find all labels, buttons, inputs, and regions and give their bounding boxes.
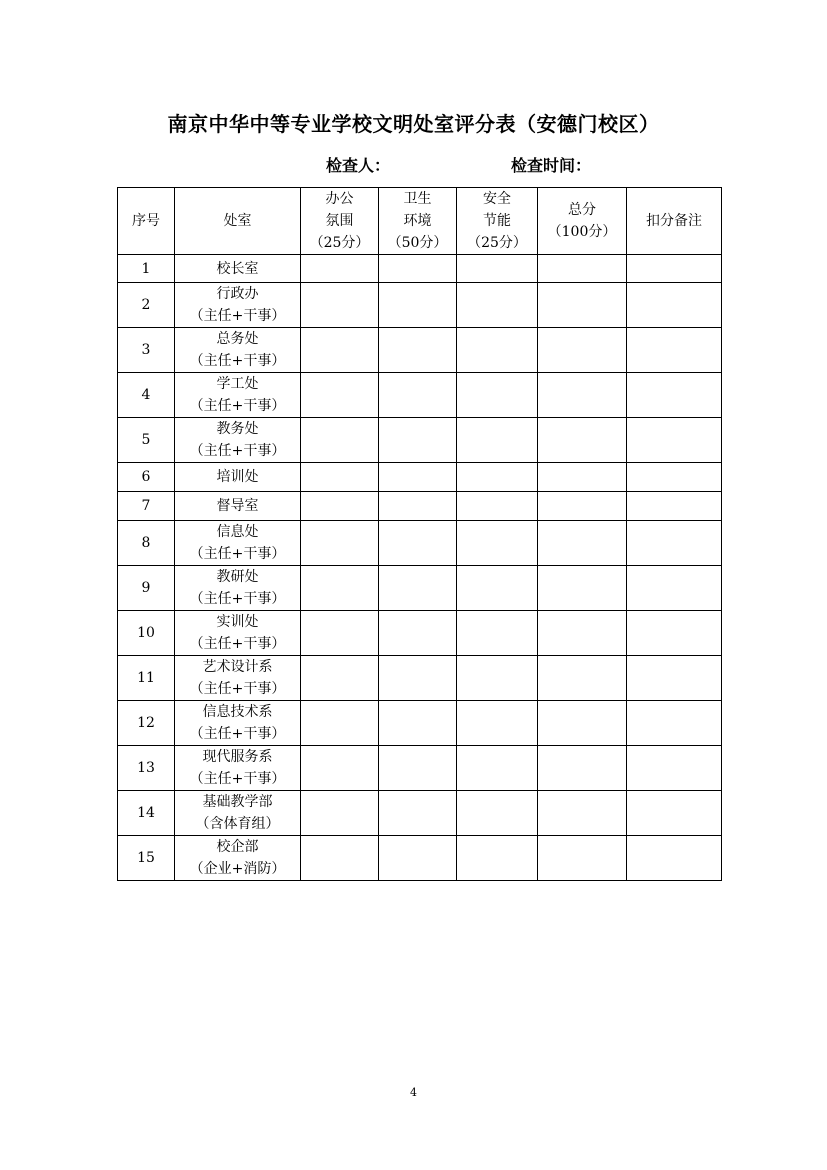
remarks-cell[interactable] (627, 418, 722, 463)
table-row (118, 283, 722, 328)
header-atmosphere: 办公 氛围 （25分） (301, 188, 379, 255)
row-office (175, 611, 301, 656)
safety-score-cell[interactable] (457, 521, 538, 566)
atmosphere-score-cell[interactable] (301, 701, 379, 746)
row-office (175, 656, 301, 701)
row-index: 9 (118, 566, 175, 611)
office-name: 艺术设计系 (202, 659, 273, 675)
hygiene-score-cell[interactable] (379, 836, 457, 881)
inspection-time-label: 检查时间： (511, 156, 592, 175)
atmosphere-score-cell[interactable] (301, 283, 379, 328)
office-name: 行政办 (216, 286, 259, 302)
table-row (118, 611, 722, 656)
office-note: （含体育组） (195, 816, 280, 832)
header-total: 总分 （100分） (538, 188, 627, 255)
total-score-cell[interactable] (538, 463, 627, 492)
remarks-cell[interactable] (627, 463, 722, 492)
safety-score-cell[interactable] (457, 418, 538, 463)
table-row (118, 418, 722, 463)
row-office (175, 566, 301, 611)
total-score-cell[interactable] (538, 746, 627, 791)
office-name: 培训处 (216, 469, 259, 485)
remarks-cell[interactable] (627, 746, 722, 791)
table-row (118, 328, 722, 373)
row-index: 15 (118, 836, 175, 881)
hygiene-score-cell[interactable] (379, 463, 457, 492)
document-title: 南京中华中等专业学校文明处室评分表（安德门校区） (167, 112, 660, 136)
row-index: 1 (118, 255, 175, 283)
total-score-cell[interactable] (538, 566, 627, 611)
row-office (175, 463, 301, 492)
table-row (118, 791, 722, 836)
hygiene-score-cell[interactable] (379, 521, 457, 566)
safety-score-cell[interactable] (457, 373, 538, 418)
atmosphere-score-cell[interactable] (301, 656, 379, 701)
office-note: （主任+干事） (189, 443, 286, 459)
row-office (175, 283, 301, 328)
office-note: （企业+消防） (189, 861, 286, 877)
safety-score-cell[interactable] (457, 283, 538, 328)
score-table (117, 187, 722, 881)
safety-score-cell[interactable] (457, 746, 538, 791)
atmosphere-score-cell[interactable] (301, 791, 379, 836)
row-office (175, 701, 301, 746)
total-score-cell[interactable] (538, 701, 627, 746)
office-name: 现代服务系 (202, 749, 273, 765)
hygiene-score-cell[interactable] (379, 656, 457, 701)
office-name: 校长室 (216, 260, 259, 277)
table-row (118, 373, 722, 418)
header-row (118, 188, 722, 255)
row-office (175, 492, 301, 521)
table-row (118, 463, 722, 492)
safety-score-cell[interactable] (457, 492, 538, 521)
table-row (118, 492, 722, 521)
total-score-cell[interactable] (538, 791, 627, 836)
office-note: （主任+干事） (189, 308, 286, 324)
hygiene-score-cell[interactable] (379, 566, 457, 611)
atmosphere-score-cell[interactable] (301, 746, 379, 791)
safety-score-cell[interactable] (457, 566, 538, 611)
office-name: 基础教学部 (202, 794, 273, 810)
office-note: （主任+干事） (189, 726, 286, 742)
header-office: 处室 (175, 188, 301, 255)
hygiene-score-cell[interactable] (379, 418, 457, 463)
hygiene-score-cell[interactable] (379, 328, 457, 373)
atmosphere-score-cell[interactable] (301, 373, 379, 418)
row-index: 3 (118, 328, 175, 373)
hygiene-score-cell[interactable] (379, 746, 457, 791)
row-office (175, 328, 301, 373)
header-hygiene: 卫生 环境 （50分） (379, 188, 457, 255)
hygiene-score-cell[interactable] (379, 611, 457, 656)
hygiene-score-cell[interactable] (379, 283, 457, 328)
atmosphere-score-cell[interactable] (301, 255, 379, 283)
row-index: 10 (118, 611, 175, 656)
total-score-cell[interactable] (538, 836, 627, 881)
atmosphere-score-cell[interactable] (301, 463, 379, 492)
total-score-cell[interactable] (538, 373, 627, 418)
row-index: 4 (118, 373, 175, 418)
atmosphere-score-cell[interactable] (301, 328, 379, 373)
remarks-cell[interactable] (627, 328, 722, 373)
header-remarks: 扣分备注 (627, 188, 722, 255)
remarks-cell[interactable] (627, 656, 722, 701)
row-index: 6 (118, 463, 175, 492)
table-row (118, 701, 722, 746)
safety-score-cell[interactable] (457, 611, 538, 656)
row-index: 14 (118, 791, 175, 836)
hygiene-score-cell[interactable] (379, 791, 457, 836)
remarks-cell[interactable] (627, 701, 722, 746)
table-row (118, 656, 722, 701)
total-score-cell[interactable] (538, 521, 627, 566)
remarks-cell[interactable] (627, 521, 722, 566)
inspector-label: 检查人： (326, 156, 391, 175)
remarks-cell[interactable] (627, 283, 722, 328)
safety-score-cell[interactable] (457, 656, 538, 701)
atmosphere-score-cell[interactable] (301, 611, 379, 656)
table-row (118, 836, 722, 881)
office-note: （主任+干事） (189, 591, 286, 607)
header-index: 序号 (118, 188, 175, 255)
remarks-cell[interactable] (627, 492, 722, 521)
row-office (175, 791, 301, 836)
total-score-cell[interactable] (538, 283, 627, 328)
remarks-cell[interactable] (627, 791, 722, 836)
row-office (175, 746, 301, 791)
atmosphere-score-cell[interactable] (301, 566, 379, 611)
row-index: 11 (118, 656, 175, 701)
row-office (175, 255, 301, 283)
atmosphere-score-cell[interactable] (301, 521, 379, 566)
row-index: 13 (118, 746, 175, 791)
office-name: 教务处 (216, 421, 259, 437)
page-number: 4 (410, 1086, 417, 1099)
hygiene-score-cell[interactable] (379, 701, 457, 746)
office-name: 校企部 (216, 839, 259, 855)
atmosphere-score-cell[interactable] (301, 418, 379, 463)
safety-score-cell[interactable] (457, 836, 538, 881)
safety-score-cell[interactable] (457, 791, 538, 836)
total-score-cell[interactable] (538, 255, 627, 283)
row-index: 12 (118, 701, 175, 746)
office-name: 信息技术系 (202, 704, 273, 720)
total-score-cell[interactable] (538, 492, 627, 521)
office-name: 督导室 (216, 498, 259, 514)
remarks-cell[interactable] (627, 373, 722, 418)
hygiene-score-cell[interactable] (379, 255, 457, 283)
office-name: 教研处 (216, 569, 259, 585)
table-row (118, 521, 722, 566)
remarks-cell[interactable] (627, 611, 722, 656)
row-index: 8 (118, 521, 175, 566)
safety-score-cell[interactable] (457, 701, 538, 746)
office-note: （主任+干事） (189, 771, 286, 787)
office-name: 学工处 (216, 376, 259, 392)
safety-score-cell[interactable] (457, 463, 538, 492)
row-office (175, 521, 301, 566)
office-note: （主任+干事） (189, 681, 286, 697)
row-office (175, 373, 301, 418)
row-index: 2 (118, 283, 175, 328)
row-office (175, 836, 301, 881)
total-score-cell[interactable] (538, 611, 627, 656)
office-note: （主任+干事） (189, 353, 286, 369)
remarks-cell[interactable] (627, 566, 722, 611)
office-name: 实训处 (216, 614, 259, 630)
row-index: 7 (118, 492, 175, 521)
office-note: （主任+干事） (189, 546, 286, 562)
remarks-cell[interactable] (627, 836, 722, 881)
total-score-cell[interactable] (538, 656, 627, 701)
table-row (118, 746, 722, 791)
office-name: 信息处 (216, 524, 259, 540)
header-safety: 安全 节能 （25分） (457, 188, 538, 255)
atmosphere-score-cell[interactable] (301, 836, 379, 881)
office-name: 总务处 (216, 331, 259, 347)
atmosphere-score-cell[interactable] (301, 492, 379, 521)
row-index: 5 (118, 418, 175, 463)
total-score-cell[interactable] (538, 418, 627, 463)
hygiene-score-cell[interactable] (379, 373, 457, 418)
remarks-cell[interactable] (627, 255, 722, 283)
hygiene-score-cell[interactable] (379, 492, 457, 521)
safety-score-cell[interactable] (457, 255, 538, 283)
office-note: （主任+干事） (189, 398, 286, 414)
office-note: （主任+干事） (189, 636, 286, 652)
total-score-cell[interactable] (538, 328, 627, 373)
table-row (118, 566, 722, 611)
safety-score-cell[interactable] (457, 328, 538, 373)
row-office (175, 418, 301, 463)
table-row (118, 255, 722, 283)
